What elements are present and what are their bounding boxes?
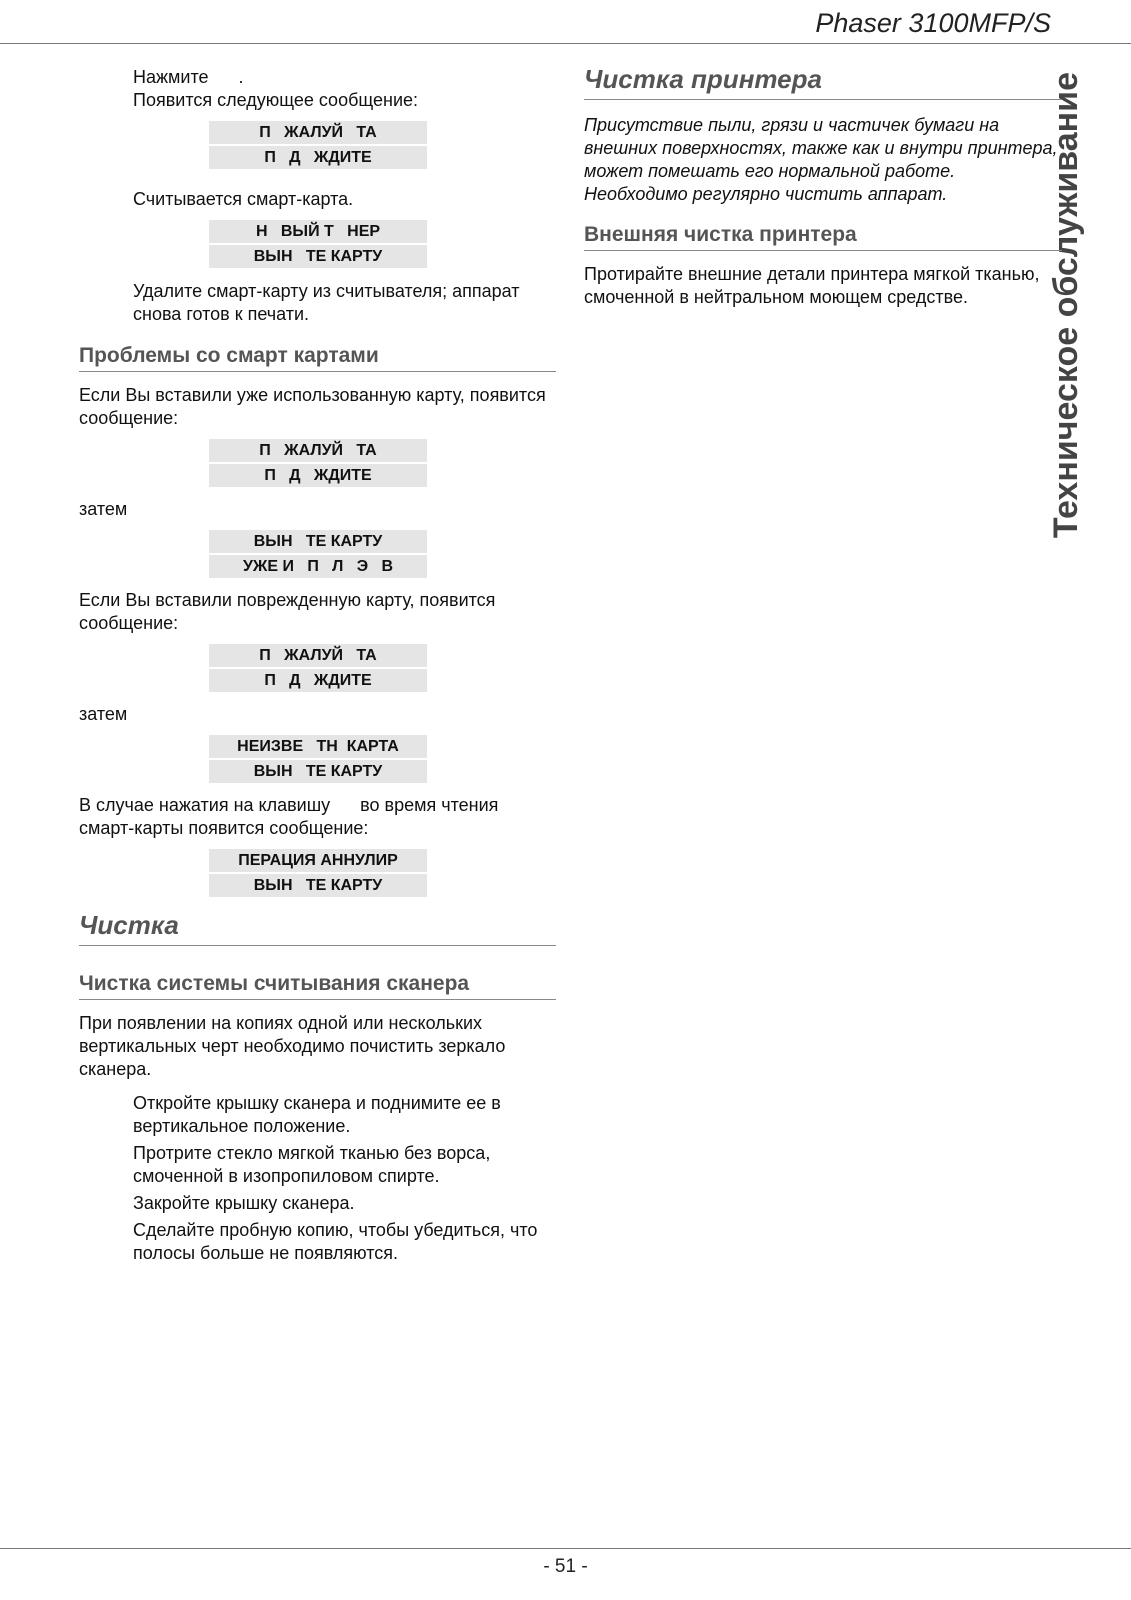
lcd-display-card-used	[209, 530, 427, 578]
key-pressed-text: В случае нажатия на клавишу во время чтения смарт-карты появится сообщение:	[79, 795, 504, 838]
lcd-line: П Д ЖДИТЕ	[209, 146, 427, 169]
lcd-line: УЖЕ И П Л Э В	[209, 555, 427, 578]
lcd-line: ПЕРАЦИЯ АННУЛИР	[209, 849, 427, 872]
instruction-press: Нажмите .	[133, 67, 244, 87]
lcd-line: ВЫН ТЕ КАРТУ	[209, 530, 427, 553]
list-item: Закройте крышку сканера.	[133, 1193, 355, 1213]
page-number: - 51 -	[543, 1556, 588, 1577]
lcd-line: ВЫН ТЕ КАРТУ	[209, 760, 427, 783]
then-text: затем	[79, 499, 128, 519]
lcd-line: П ЖАЛУЙ ТА	[209, 439, 427, 462]
heading-smartcard-problems: Проблемы со смарт картами	[79, 344, 556, 372]
damaged-card-text: Если Вы вставили поврежденную карту, появится сообщение:	[79, 590, 496, 633]
lcd-line: ВЫН ТЕ КАРТУ	[209, 874, 427, 897]
lcd-display-unknown-card	[209, 735, 427, 783]
lcd-line: ВЫН ТЕ КАРТУ	[209, 245, 427, 268]
heading-printer-cleaning: Чистка принтера	[584, 64, 1062, 100]
lcd-display-please-wait	[209, 121, 427, 169]
printer-cleaning-intro: Присутствие пыли, грязи и частичек бумаги на внешних поверхностях, также как и внутри принтера, может помешать его нормальной работе. Необходимо регулярно чистить аппарат.	[584, 115, 1058, 204]
remove-smartcard-text: Удалите смарт-карту из считывателя; аппарат снова готов к печати.	[133, 281, 520, 324]
document-header-title: Phaser 3100MFP/S	[815, 8, 1051, 38]
list-item: Сделайте пробную копию, чтобы убедиться, что полосы больше не появляются.	[133, 1220, 538, 1263]
then-text: затем	[79, 704, 128, 724]
chapter-side-title: Техническое обслуживание	[1047, 72, 1085, 539]
heading-cleaning: Чистка	[79, 910, 556, 946]
heading-external-cleaning: Внешняя чистка принтера	[584, 223, 1062, 251]
list-item: Откройте крышку сканера и поднимите ее в вертикальное положение.	[133, 1093, 501, 1136]
lcd-display-new-toner	[209, 220, 427, 268]
lcd-line: П ЖАЛУЙ ТА	[209, 121, 427, 144]
header-divider	[0, 43, 1131, 44]
scanner-cleaning-text: При появлении на копиях одной или нескольких вертикальных черт необходимо почистить зеркало сканера.	[79, 1013, 506, 1079]
heading-scanner-cleaning: Чистка системы считывания сканера	[79, 972, 556, 1000]
lcd-display-operation-cancelled	[209, 849, 427, 897]
lcd-line: П ЖАЛУЙ ТА	[209, 644, 427, 667]
lcd-line: П Д ЖДИТЕ	[209, 464, 427, 487]
lcd-display-please-wait	[209, 439, 427, 487]
list-item: Протрите стекло мягкой тканью без ворса, смоченной в изопропиловом спирте.	[133, 1143, 491, 1186]
smartcard-reading-text: Считывается смарт-карта.	[133, 189, 354, 209]
left-column	[79, 66, 556, 1269]
external-cleaning-text: Протирайте внешние детали принтера мягкой тканью, смоченной в нейтральном моющем средстве.	[584, 264, 1040, 307]
lcd-display-please-wait	[209, 644, 427, 692]
lcd-line: Н ВЫЙ Т НЕР	[209, 220, 427, 243]
instruction-message-appears: Появится следующее сообщение:	[133, 90, 419, 110]
lcd-line: П Д ЖДИТЕ	[209, 669, 427, 692]
footer-divider	[0, 1548, 1131, 1549]
lcd-line: НЕИЗВЕ ТН КАРТА	[209, 735, 427, 758]
right-column	[584, 64, 1062, 309]
scanner-cleaning-steps	[79, 1092, 556, 1265]
used-card-text: Если Вы вставили уже использованную карту, появится сообщение:	[79, 385, 546, 428]
